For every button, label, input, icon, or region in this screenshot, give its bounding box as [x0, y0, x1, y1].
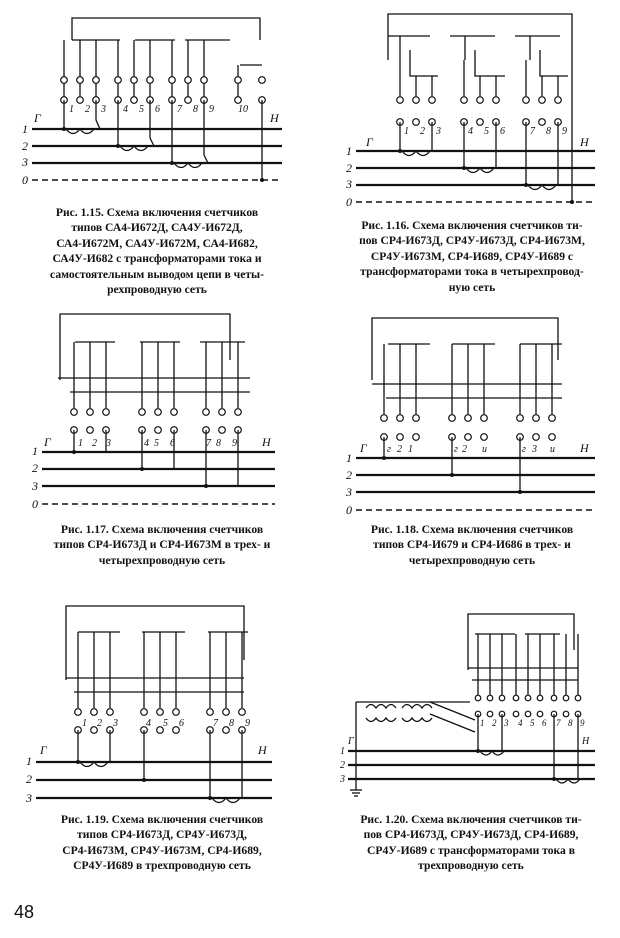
- terminal-number: 10: [238, 104, 248, 115]
- load-label: Н: [262, 435, 271, 449]
- figure-caption: Рис. 1.19. Схема включения счетчиков типов СР4-И673Д, СР4У-И673Д, СР4-И673М, СР4У-И673М, СР4-И689, СР4У-И689 в трехпроводную сеть: [60, 813, 264, 873]
- line-label-1: 1: [22, 122, 28, 136]
- load-label: Н: [580, 135, 589, 149]
- terminal-block-1-20: [475, 634, 581, 717]
- terminal-number: 9: [562, 126, 567, 137]
- terminal-number: 2: [97, 718, 102, 729]
- line-label-1: 1: [32, 444, 38, 458]
- terminal-number: г: [454, 444, 458, 455]
- terminal-number: 9: [580, 718, 585, 728]
- terminal-number: 9: [209, 104, 214, 115]
- line-label-2: 2: [32, 461, 38, 475]
- terminal-number: 5: [154, 438, 159, 449]
- terminal-number: 5: [484, 126, 489, 137]
- line-label-0: 0: [346, 503, 352, 517]
- generator-label: Г: [348, 736, 354, 747]
- terminal-block-1-16: [397, 60, 562, 125]
- terminal-number: 7: [530, 126, 535, 137]
- line-label-1: 1: [346, 144, 352, 158]
- figure-caption: Рис. 1.20. Схема включения счетчиков ти- пов СР4-И673Д, СР4У-И673Д, СР4-И689, СР4У-И689 с трансформаторами тока в трехпроводную сеть: [360, 813, 582, 873]
- ground-symbol: [350, 779, 362, 796]
- terminal-block-1-17: [71, 342, 242, 433]
- terminal-number: 1: [69, 104, 74, 115]
- terminal-number: 2: [85, 104, 90, 115]
- terminal-number: 2: [420, 126, 425, 137]
- line-label-1: 1: [340, 746, 345, 757]
- terminal-block-1-18: [381, 344, 556, 440]
- generator-label: Г: [40, 743, 47, 757]
- terminal-number: 8: [229, 718, 234, 729]
- terminal-number: 3: [436, 126, 441, 137]
- load-label: Н: [582, 736, 590, 747]
- line-label-2: 2: [340, 760, 345, 771]
- terminal-number: 9: [232, 438, 237, 449]
- figure-caption: Рис. 1.17. Схема включения счетчиков типов СР4-И673Д и СР4-И673М в трех- и четырехпроводную сеть: [53, 523, 271, 567]
- terminal-number: 9: [245, 718, 250, 729]
- terminal-number: 8: [216, 438, 221, 449]
- line-label-3: 3: [346, 485, 352, 499]
- terminal-number: 5: [139, 104, 144, 115]
- terminal-number: 1: [78, 438, 83, 449]
- terminal-number: 8: [546, 126, 551, 137]
- line-label-3: 3: [26, 791, 32, 805]
- figure-caption: Рис. 1.16. Схема включения счетчиков ти- пов СР4-И673Д, СР4У-И673Д, СР4-И673М, СР4У-И673М, СР4-И689, СР4У-И689 с трансформаторами тока в четырехпровод- ную сеть: [359, 219, 585, 294]
- generator-label: Г: [366, 135, 373, 149]
- terminal-number: 1: [480, 718, 485, 728]
- terminal-number: 7: [556, 718, 561, 728]
- terminal-number: г: [522, 444, 526, 455]
- terminal-number: 3: [101, 104, 106, 115]
- terminal-number: 1: [82, 718, 87, 729]
- terminal-number: 7: [177, 104, 182, 115]
- terminal-number: 3: [113, 718, 118, 729]
- terminal-number: и: [550, 444, 555, 455]
- line-label-3: 3: [22, 155, 28, 169]
- terminal-number: 7: [213, 718, 218, 729]
- generator-label: Г: [44, 435, 51, 449]
- line-label-3: 3: [32, 479, 38, 493]
- terminal-number: 3: [504, 718, 509, 728]
- figure-1-15: [0, 0, 310, 300]
- line-label-3: 3: [346, 177, 352, 191]
- figure-1-17: [0, 300, 310, 590]
- terminal-number: 6: [542, 718, 547, 728]
- line-label-2: 2: [346, 468, 352, 482]
- figure-caption: Рис. 1.15. Схема включения счетчиков типов СА4-И672Д, СА4У-И672Д, СА4-И672М, СА4У-И672М, СА4-И682, СА4У-И682 с трансформаторами тока и самостоятельным выводом цепи в четы- рехпроводную сеть: [50, 206, 264, 297]
- generator-label: Г: [360, 441, 367, 455]
- terminal-number: 4: [146, 718, 151, 729]
- page-number: 48: [14, 902, 35, 922]
- line-label-0: 0: [22, 173, 28, 187]
- line-label-2: 2: [26, 772, 32, 786]
- line-label-0: 0: [32, 497, 38, 511]
- terminal-number: 4: [518, 718, 523, 728]
- line-label-0: 0: [346, 195, 352, 209]
- load-label: Н: [270, 111, 279, 125]
- terminal-number: г: [387, 444, 391, 455]
- terminal-number: 5: [163, 718, 168, 729]
- terminal-number: 1: [404, 126, 409, 137]
- terminal-number: и: [482, 444, 487, 455]
- line-label-1: 1: [346, 451, 352, 465]
- terminal-number: 3: [106, 438, 111, 449]
- terminal-number: 5: [530, 718, 535, 728]
- line-label-2: 2: [346, 161, 352, 175]
- terminal-number: 3: [532, 444, 537, 455]
- terminal-number: 2: [92, 438, 97, 449]
- terminal-number: 7: [206, 438, 211, 449]
- terminal-number: 4: [123, 104, 128, 115]
- voltage-transformer: [356, 702, 475, 779]
- terminal-number: 4: [144, 438, 149, 449]
- line-label-1: 1: [26, 754, 32, 768]
- load-label: Н: [258, 743, 267, 757]
- terminal-number: 4: [468, 126, 473, 137]
- terminal-number: 2: [492, 718, 497, 728]
- figure-1-18: [310, 300, 620, 590]
- terminal-number: 1: [408, 444, 413, 455]
- line-label-3: 3: [340, 774, 345, 785]
- terminal-number: 2: [462, 444, 467, 455]
- terminal-number: 6: [179, 718, 184, 729]
- figure-caption: Рис. 1.18. Схема включения счетчиков типов СР4-И679 и СР4-И686 в трех- и четырехпроводную сеть: [370, 523, 574, 567]
- terminal-block-1-15: [61, 40, 266, 103]
- figure-1-19: [0, 590, 310, 890]
- figure-1-20: [310, 590, 620, 890]
- generator-label: Г: [34, 111, 41, 125]
- load-label: Н: [580, 441, 589, 455]
- terminal-number: 6: [170, 438, 175, 449]
- figure-1-16: [310, 0, 620, 310]
- terminal-number: 8: [568, 718, 573, 728]
- terminal-number: 6: [500, 126, 505, 137]
- terminal-number: 2: [397, 444, 402, 455]
- terminal-number: 8: [193, 104, 198, 115]
- line-label-2: 2: [22, 139, 28, 153]
- terminal-number: 6: [155, 104, 160, 115]
